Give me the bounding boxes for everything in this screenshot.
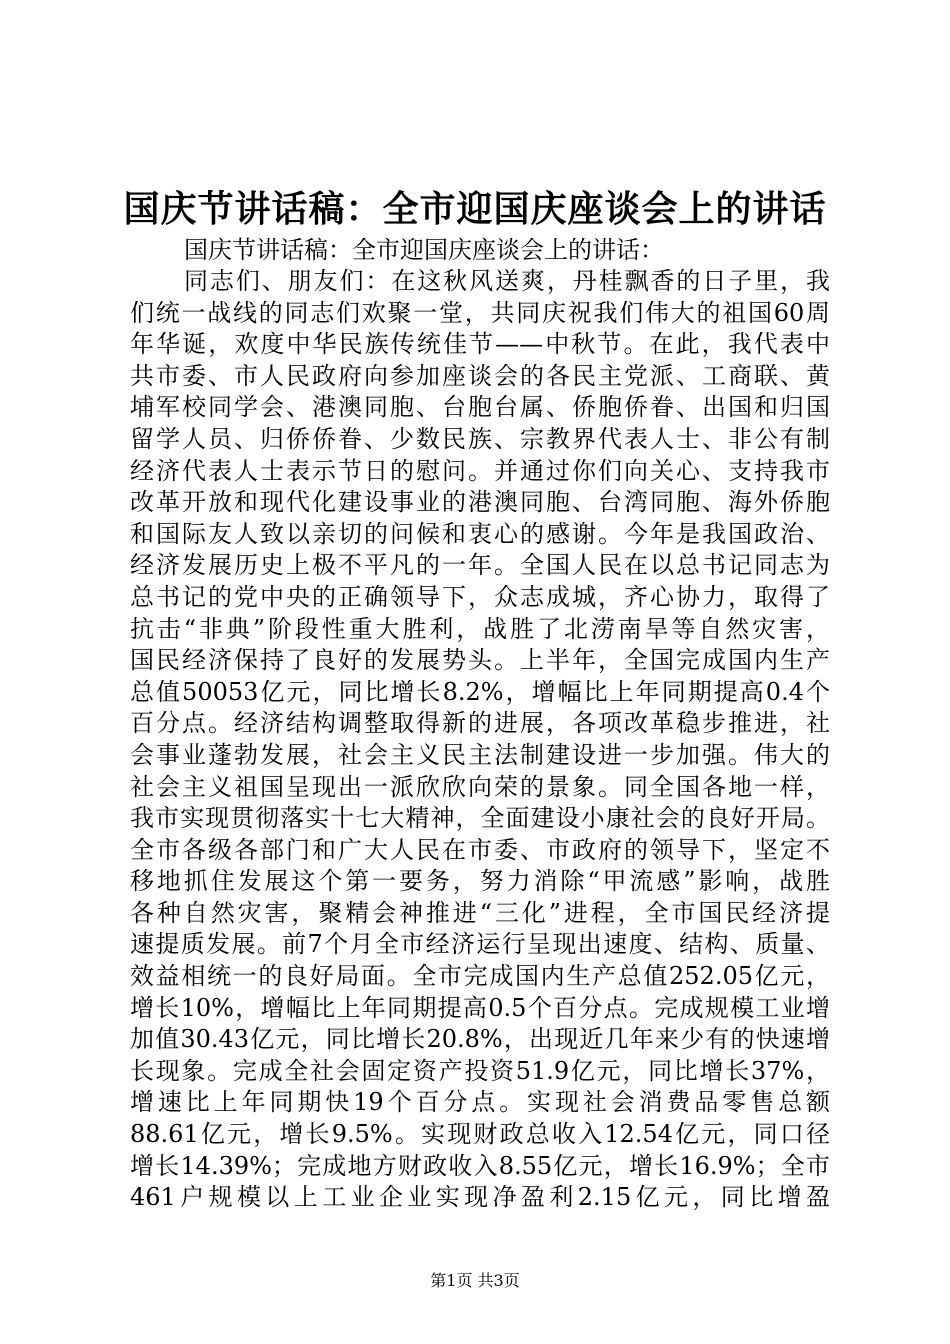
body-line: 88.61亿元，增长9.5%。实现财政总收入12.54亿元，同口径 [130, 1120, 830, 1149]
body-line: 全市各级各部门和广大人民在市委、市政府的领导下，坚定不 [130, 835, 830, 864]
body-line: 百分点。经济结构调整取得新的进展，各项改革稳步推进，社 [130, 709, 830, 738]
body-text [130, 266, 830, 1214]
body-line: 抗击“非典”阶段性重大胜利，战胜了北涝南旱等自然灾害， [130, 614, 830, 643]
body-line: 留学人员、归侨侨眷、少数民族、宗教界代表人士、非公有制 [130, 424, 830, 453]
body-line: 社会主义祖国呈现出一派欣欣向荣的景象。同全国各地一样， [130, 772, 830, 801]
body-line: 经济代表人士表示节日的慰问。并通过你们向关心、支持我市 [130, 456, 830, 485]
body-line: 增长14.39%；完成地方财政收入8.55亿元，增长16.9%；全市 [130, 1151, 830, 1180]
body-line: 速提质发展。前7个月全市经济运行呈现出速度、结构、质量、 [130, 930, 830, 959]
body-line: 会事业蓬勃发展，社会主义民主法制建设进一步加强。伟大的 [130, 740, 830, 769]
body-line: 总书记的党中央的正确领导下，众志成城，齐心协力，取得了 [130, 582, 830, 611]
body-line: 我市实现贯彻落实十七大精神，全面建设小康社会的良好开局。 [130, 804, 830, 833]
body-line: 经济发展历史上极不平凡的一年。全国人民在以总书记同志为 [130, 551, 830, 580]
page-footer: 第1页 共3页 [430, 1271, 520, 1290]
body-line: 总值50053亿元，同比增长8.2%，增幅比上年同期提高0.4个 [130, 677, 830, 706]
body-line: 各种自然灾害，聚精会神推进“三化”进程，全市国民经济提 [130, 898, 830, 927]
body-line: 年华诞，欢度中华民族传统佳节——中秋节。在此，我代表中 [130, 330, 830, 359]
document-subtitle: 国庆节讲话稿：全市迎国庆座谈会上的讲话： [184, 236, 664, 264]
body-line: 效益相统一的良好局面。全市完成国内生产总值252.05亿元， [130, 962, 830, 991]
body-line: 461户规模以上工业企业实现净盈利2.15亿元，同比增盈 [130, 1183, 830, 1212]
body-line: 长现象。完成全社会固定资产投资51.9亿元，同比增长37%， [130, 1056, 830, 1085]
body-line: 同志们、朋友们：在这秋风送爽，丹桂飘香的日子里，我 [184, 267, 830, 295]
body-line: 埔军校同学会、港澳同胞、台胞台属、侨胞侨眷、出国和归国 [130, 393, 830, 422]
body-line: 加值30.43亿元，同比增长20.8%，出现近几年来少有的快速增 [130, 1025, 830, 1054]
document-title: 国庆节讲话稿：全市迎国庆座谈会上的讲话 [123, 188, 827, 230]
body-line: 改革开放和现代化建设事业的港澳同胞、台湾同胞、海外侨胞 [130, 488, 830, 517]
body-line: 移地抓住发展这个第一要务，努力消除“甲流感”影响，战胜 [130, 867, 830, 896]
body-line: 国民经济保持了良好的发展势头。上半年，全国完成国内生产 [130, 646, 830, 675]
body-line: 共市委、市人民政府向参加座谈会的各民主党派、工商联、黄 [130, 361, 830, 390]
body-line: 增长10%，增幅比上年同期提高0.5个百分点。完成规模工业增 [130, 993, 830, 1022]
body-line: 和国际友人致以亲切的问候和衷心的感谢。今年是我国政治、 [130, 519, 830, 548]
body-line: 们统一战线的同志们欢聚一堂，共同庆祝我们伟大的祖国60周 [130, 298, 830, 327]
body-line: 增速比上年同期快19个百分点。实现社会消费品零售总额 [130, 1088, 830, 1117]
